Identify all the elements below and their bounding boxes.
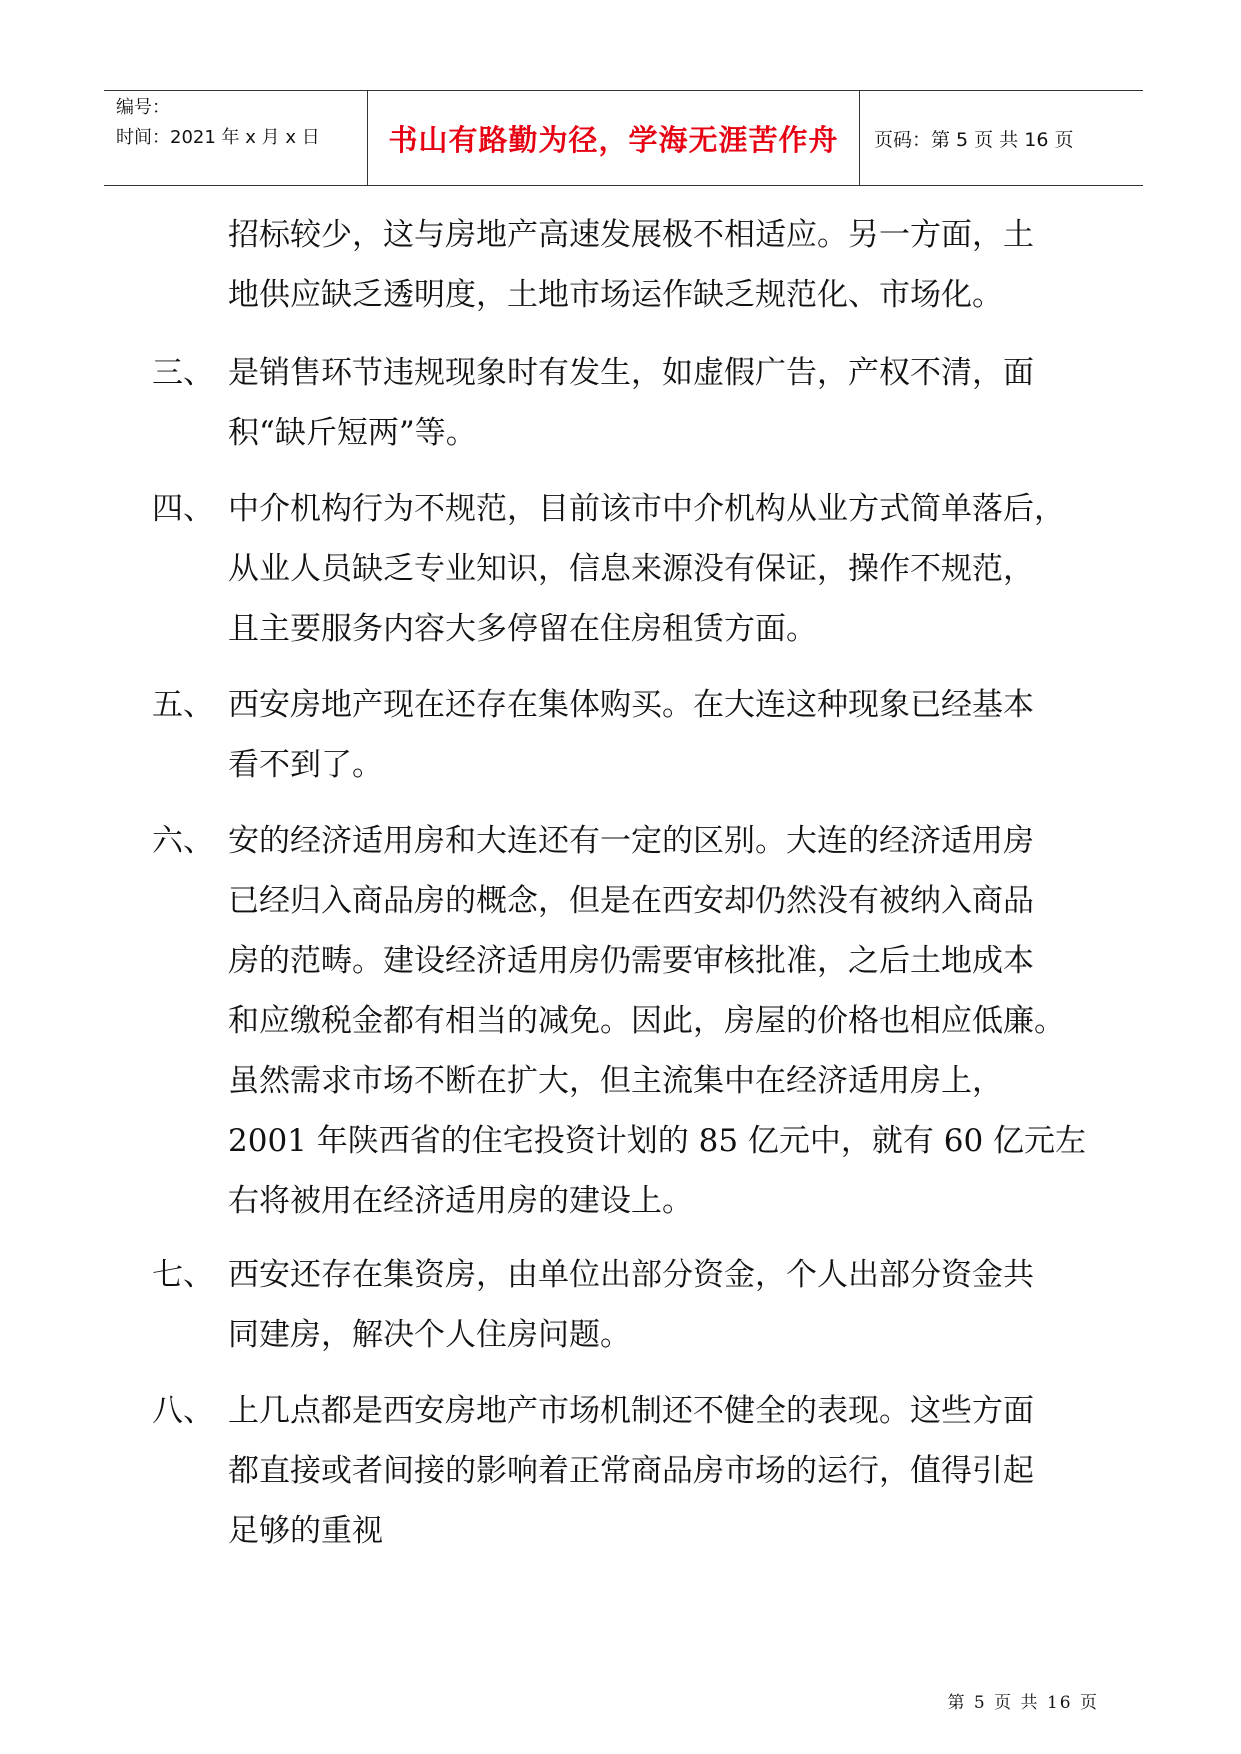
- text-line: 是销售环节违规现象时有发生，如虚假广告，产权不清，面: [228, 355, 1034, 391]
- list-marker: 四、: [152, 491, 214, 527]
- text-line: 上几点都是西安房地产市场机制还不健全的表现。这些方面: [228, 1393, 1034, 1429]
- header-left-cell: [104, 91, 368, 185]
- header-table: [104, 90, 1143, 186]
- list-marker: 七、: [152, 1257, 214, 1293]
- text-line: 西安房地产现在还存在集体购买。在大连这种现象已经基本: [228, 687, 1034, 723]
- text-line: 已经归入商品房的概念，但是在西安却仍然没有被纳入商品: [228, 883, 1034, 919]
- page-info: 页码：第 5 页 共 16 页: [874, 128, 1074, 151]
- list-marker: 八、: [152, 1393, 214, 1429]
- text-line: 且主要服务内容大多停留在住房租赁方面。: [228, 611, 817, 647]
- list-marker: 三、: [152, 355, 214, 391]
- text-line: 同建房，解决个人住房问题。: [228, 1317, 631, 1353]
- page-footer: 第 5 页 共 16 页: [947, 1693, 1099, 1713]
- time-label: 时间：2021 年 x 月 x 日: [116, 127, 320, 148]
- text-line: 安的经济适用房和大连还有一定的区别。大连的经济适用房: [228, 823, 1034, 859]
- list-marker: 五、: [152, 687, 214, 723]
- text-line: 足够的重视: [228, 1513, 383, 1549]
- text-line: 中介机构行为不规范，目前该市中介机构从业方式简单落后，: [228, 491, 1065, 527]
- motto: 书山有路勤为径，学海无涯苦作舟: [368, 91, 860, 185]
- text-line: 积“缺斤短两”等。: [228, 415, 477, 451]
- text-line: 房的范畴。建设经济适用房仍需要审核批准，之后土地成本: [228, 943, 1034, 979]
- text-line: 看不到了。: [228, 747, 383, 783]
- text-line: 右将被用在经济适用房的建设上。: [228, 1183, 693, 1219]
- text-line: 地供应缺乏透明度，土地市场运作缺乏规范化、市场化。: [228, 277, 1003, 313]
- text-line: 招标较少，这与房地产高速发展极不相适应。另一方面，土: [228, 217, 1034, 253]
- list-marker: 六、: [152, 823, 214, 859]
- text-line: 西安还存在集资房，由单位出部分资金，个人出部分资金共: [228, 1257, 1034, 1293]
- number-label: 编号：: [116, 97, 170, 118]
- text-line: 从业人员缺乏专业知识，信息来源没有保证，操作不规范，: [228, 551, 1034, 587]
- text-line: 都直接或者间接的影响着正常商品房市场的运行，值得引起: [228, 1453, 1034, 1489]
- text-line: 和应缴税金都有相当的减免。因此，房屋的价格也相应低廉。: [228, 1003, 1065, 1039]
- text-line: 虽然需求市场不断在扩大，但主流集中在经济适用房上，: [228, 1063, 1003, 1099]
- text-line: 2001 年陕西省的住宅投资计划的 85 亿元中，就有 60 亿元左: [228, 1123, 1087, 1159]
